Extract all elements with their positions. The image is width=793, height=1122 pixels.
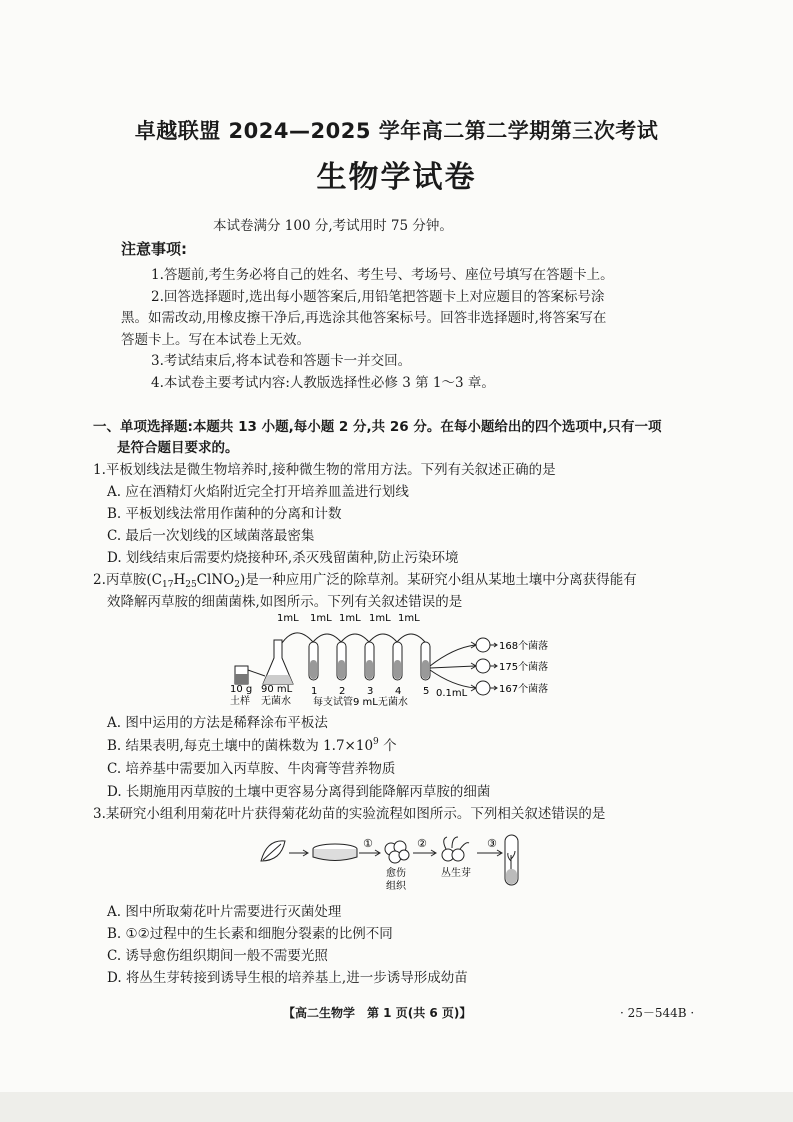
q2-option-c: C. 培养基中需要加入丙草胺、牛肉膏等营养物质 (107, 761, 396, 777)
q1-stem: 1.平板划线法是微生物培养时,接种微生物的常用方法。下列有关叙述正确的是 (93, 462, 556, 478)
step-2-label: ② (417, 837, 427, 850)
flask-water-label: 无菌水 (261, 696, 291, 707)
tube-number-4: 4 (395, 686, 402, 697)
tube-4-liquid (394, 660, 401, 679)
plating-arrows (430, 642, 476, 691)
q2-stem-part-b: H (173, 572, 186, 588)
plate-3 (476, 681, 490, 695)
notice-line-2b: 黑。如需改动,用橡皮擦干净后,再选涂其他答案标号。回答非选择题时,将答案写在 (121, 310, 607, 326)
arc-4 (369, 634, 397, 642)
q3-option-c: C. 诱导愈伤组织期间一般不需要光照 (107, 948, 328, 964)
soil-sample (235, 674, 248, 684)
callus-icon (385, 841, 409, 863)
step-1-label: ① (363, 837, 373, 850)
transfer-label-4: 1mL (369, 613, 391, 624)
arc-3 (341, 634, 369, 642)
notice-line-3: 3.考试结束后,将本试卷和答题卡一并交回。 (151, 353, 412, 369)
plating-volume-label: 0.1mL (436, 688, 468, 699)
tube-number-3: 3 (367, 686, 374, 697)
arc-1 (280, 633, 313, 646)
flow-arrow-1 (359, 850, 380, 856)
q3-option-a: A. 图中所取菊花叶片需要进行灭菌处理 (107, 904, 342, 920)
q3-tissue-culture-figure (255, 833, 545, 895)
flask-volume-label: 90 mL (261, 684, 293, 695)
page-footer: 【高二生物学 第 1 页(共 6 页)】 (283, 1006, 472, 1020)
bud-cluster-icon (442, 837, 469, 861)
notice-line-4: 4.本试卷主要考试内容:人教版选择性必修 3 第 1～3 章。 (151, 375, 495, 391)
notice-line-2c: 答题卡上。写在本试卷上无效。 (121, 332, 310, 348)
tube-number-5: 5 (423, 686, 430, 697)
plate-1 (476, 638, 490, 652)
result-arrow-3 (490, 686, 497, 690)
callus-label-1: 愈伤 (386, 868, 406, 879)
q2-formula-sub-1: 17 (161, 580, 174, 590)
section-heading-1: 一、单项选择题:本题共 13 小题,每小题 2 分,共 26 分。在每小题给出的四个选项中,只有一项 (93, 419, 662, 435)
result-arrow-1 (490, 643, 497, 647)
q2-option-b (107, 734, 397, 754)
q2-stem-part-c: ClNO (196, 572, 235, 588)
tube-1-liquid (310, 660, 317, 679)
tube-water-label: 每支试管9 mL无菌水 (313, 697, 408, 708)
colony-count-1: 168个菌落 (499, 641, 549, 652)
paper-code: · 25－544B · (620, 1006, 695, 1020)
bud-base-2 (452, 849, 464, 861)
exam-info: 本试卷满分 100 分,考试用时 75 分钟。 (213, 218, 453, 234)
test-tubes (309, 642, 430, 680)
arc-5 (397, 634, 425, 642)
q1-option-c: C. 最后一次划线的区域菌落最密集 (107, 528, 315, 544)
flask-liquid (263, 675, 293, 684)
q2-option-b-unit: 个 (378, 738, 397, 754)
plating-arrow-2 (430, 666, 475, 668)
q2-option-a: A. 图中运用的方法是稀释涂布平板法 (107, 715, 328, 731)
step-3-label: ③ (487, 837, 497, 850)
q2-stem-line-2: 效降解丙草胺的细菌菌株,如图所示。下列有关叙述错误的是 (107, 594, 463, 610)
transfer-arrows (280, 633, 425, 646)
q2-formula-sub-3: 2 (234, 580, 240, 590)
transfer-label-5: 1mL (398, 613, 420, 624)
transfer-label-1: 1mL (277, 613, 299, 624)
tube-5-liquid (422, 660, 429, 679)
q1-option-d: D. 划线结束后需要灼烧接种环,杀灭残留菌种,防止污染环境 (107, 550, 459, 566)
soil-arrow (248, 670, 265, 676)
flow-arrow-2 (413, 850, 436, 856)
q2-option-b-text: B. 结果表明,每克土壤中的菌株数为 1.7×10 (107, 738, 374, 754)
result-arrow-2 (490, 664, 497, 668)
bud-label: 丛生芽 (441, 868, 471, 879)
notice-heading: 注意事项: (121, 240, 187, 258)
section-heading-2: 是符合题目要求的。 (117, 440, 239, 456)
plate-2 (476, 659, 490, 673)
tube-number-2: 2 (339, 686, 346, 697)
transfer-label-3: 1mL (339, 613, 361, 624)
exam-title: 卓越联盟 2024—2025 学年高二第二学期第三次考试 (134, 119, 659, 143)
q2-option-d: D. 长期施用丙草胺的土壤中更容易分离得到能降解丙草胺的细菌 (107, 784, 491, 800)
q2-stem-part-a: 2.丙草胺(C (93, 572, 162, 588)
q1-option-b: B. 平板划线法常用作菌种的分离和计数 (107, 506, 342, 522)
flow-arrow-3 (477, 850, 502, 856)
arc-2 (313, 634, 341, 642)
notice-line-1: 1.答题前,考生务必将自己的姓名、考生号、考场号、座位号填写在答题卡上。 (151, 267, 614, 283)
soil-sample-label: 土样 (230, 696, 250, 707)
flow-arrow-0 (289, 850, 308, 856)
q2-option-b-exponent: 9 (373, 737, 379, 747)
callus-lobe-4 (399, 850, 409, 860)
plating-arrow-1 (430, 645, 475, 666)
bud-shoots (444, 837, 469, 849)
q2-formula-sub-2: 25 (185, 580, 197, 590)
q2-stem-part-d: )是一种应用广泛的除草剂。某研究小组从某地土壤中分离获得能有 (239, 572, 637, 588)
q3-option-d: D. 将丛生芽转接到诱导生根的培养基上,进一步诱导形成幼苗 (107, 970, 468, 986)
tube-number-1: 1 (311, 686, 318, 697)
transfer-label-2: 1mL (310, 613, 332, 624)
callus-label-2: 组织 (386, 881, 406, 892)
q2-dilution-figure (225, 608, 565, 708)
soil-mass-label: 10 g (230, 684, 253, 695)
colony-count-3: 167个菌落 (499, 684, 549, 695)
colony-count-2: 175个菌落 (499, 662, 549, 673)
plating-arrow-3 (430, 670, 475, 688)
scan-edge (0, 1092, 793, 1122)
tube-3-liquid (366, 660, 373, 679)
q1-option-a: A. 应在酒精灯火焰附近完全打开培养皿盖进行划线 (107, 484, 409, 500)
exam-subtitle: 生物学试卷 (316, 160, 477, 195)
petri-dish-body (313, 849, 357, 861)
notice-line-2a: 2.回答选择题时,选出每小题答案后,用铅笔把答题卡上对应题目的答案标号涂 (151, 289, 605, 305)
q3-stem: 3.某研究小组利用菊花叶片获得菊花幼苗的实验流程如图所示。下列相关叙述错误的是 (93, 806, 606, 822)
tube-2-liquid (338, 660, 345, 679)
q2-stem-line-1 (93, 568, 637, 590)
culture-medium (506, 869, 517, 884)
q3-option-b: B. ①②过程中的生长素和细胞分裂素的比例不同 (107, 926, 393, 942)
